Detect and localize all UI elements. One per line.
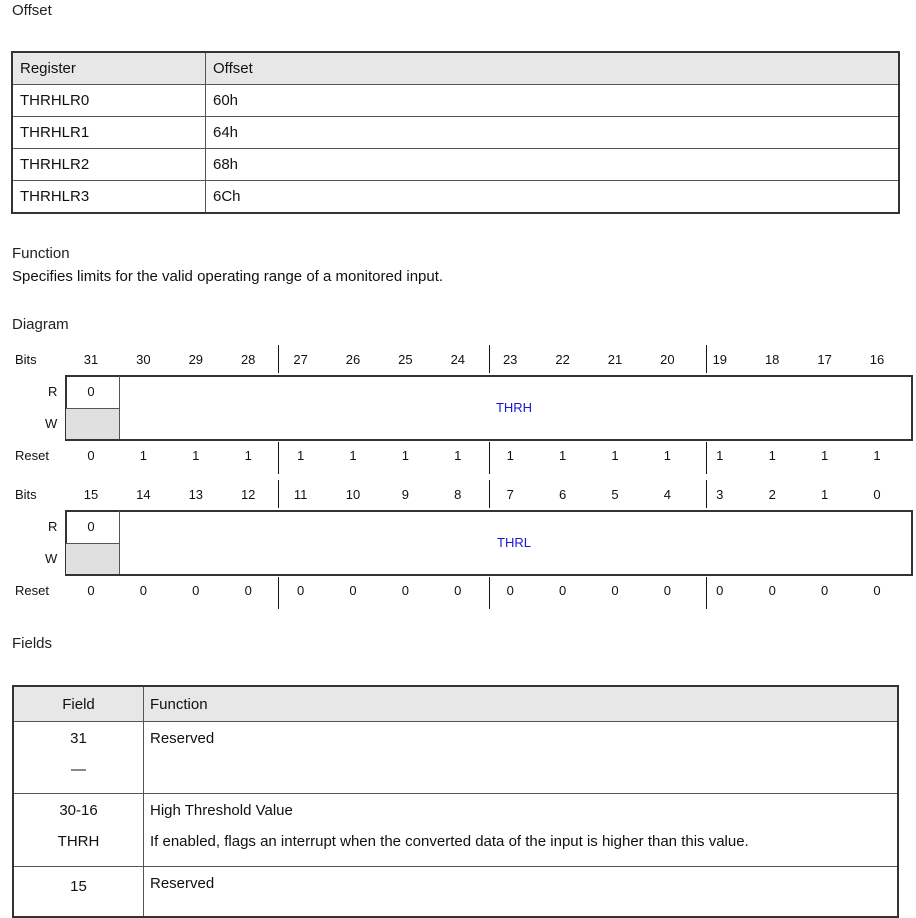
reset-value: 0: [244, 583, 252, 598]
bit-number: 3: [716, 487, 724, 502]
register-cell: THRHLR1: [12, 117, 206, 149]
fields-table-header: [13, 686, 898, 722]
diagram-heading: Diagram: [12, 316, 69, 333]
nibble-divider: [706, 442, 707, 474]
reset-value: 1: [244, 448, 252, 463]
reserved-write-cell: [66, 408, 120, 439]
field-description: If enabled, flags an interrupt when the converted data of the input is higher than this value.: [150, 833, 749, 850]
reset-value: 1: [663, 448, 672, 463]
reserved-read-value: 0: [87, 519, 95, 534]
bit-number: 31: [83, 352, 99, 367]
field-name: THRH: [57, 833, 100, 850]
fields-table: [12, 685, 899, 918]
offset-column-header: Offset: [206, 52, 900, 85]
bit-number: 16: [869, 352, 885, 367]
field-title: Reserved: [150, 730, 215, 747]
table-row: [12, 181, 899, 214]
offset-cell: 68h: [206, 149, 900, 181]
function-column-header: Function: [144, 686, 899, 722]
function-cell: [144, 722, 899, 794]
bit-number: 5: [611, 487, 619, 502]
bit-number: 2: [768, 487, 776, 502]
bit-number: 25: [398, 352, 413, 367]
reset-value: 1: [611, 448, 619, 463]
table-row: [13, 794, 898, 867]
reset-value: 0: [663, 583, 672, 598]
register-column-header: Register: [12, 52, 206, 85]
reset-value: 1: [192, 448, 200, 463]
reset-value: 0: [87, 448, 95, 463]
register-cell: THRHLR3: [12, 181, 206, 214]
reserved-write-cell: [66, 543, 120, 574]
reset-value: 1: [401, 448, 410, 463]
nibble-divider: [278, 442, 279, 474]
bit-number: 24: [450, 352, 466, 367]
reset-value: 1: [296, 448, 305, 463]
nibble-divider: [706, 345, 707, 373]
function-description: Specifies limits for the valid operating range of a monitored input.: [12, 268, 444, 285]
nibble-divider: [489, 345, 490, 373]
reset-value: 0: [349, 583, 357, 598]
upper-register-box: [65, 375, 913, 441]
register-cell: THRHLR0: [12, 85, 206, 117]
bit-number: 11: [293, 487, 308, 502]
reset-value: 1: [716, 448, 724, 463]
table-row: [13, 867, 898, 917]
offset-heading: Offset: [12, 2, 52, 19]
nibble-divider: [278, 345, 279, 373]
offset-cell: 6Ch: [206, 181, 900, 214]
nibble-divider: [489, 480, 490, 508]
nibble-divider: [489, 442, 490, 474]
field-bits: 15: [70, 878, 87, 895]
reset-label: Reset: [15, 583, 49, 598]
bit-number: 19: [712, 352, 728, 367]
reset-value: 0: [139, 583, 148, 598]
reset-value: 0: [506, 583, 514, 598]
reset-value: 0: [611, 583, 619, 598]
reset-value: 0: [401, 583, 410, 598]
lower-register-box: [65, 510, 913, 576]
reset-value: 1: [873, 448, 881, 463]
reset-value: 1: [820, 448, 829, 463]
nibble-divider: [278, 480, 279, 508]
bit-number: 26: [345, 352, 361, 367]
reset-value: 0: [873, 583, 881, 598]
reset-value: 1: [349, 448, 357, 463]
reset-value: 0: [192, 583, 200, 598]
bit-number: 29: [188, 352, 204, 367]
field-column-header: Field: [13, 686, 144, 722]
offset-table-header: [12, 52, 899, 85]
table-row: [12, 117, 899, 149]
offset-cell: 64h: [206, 117, 900, 149]
function-heading: Function: [12, 245, 70, 262]
bit-number: 23: [502, 352, 518, 367]
bit-number: 10: [345, 487, 361, 502]
field-title: High Threshold Value: [150, 802, 293, 819]
nibble-divider: [489, 577, 490, 609]
reset-value: 0: [87, 583, 95, 598]
reset-value: 0: [296, 583, 305, 598]
function-cell: [144, 867, 899, 917]
field-cell: [13, 722, 144, 794]
field-bits: 31: [70, 730, 87, 747]
bit-number: 0: [873, 487, 881, 502]
bit-number: 4: [663, 487, 672, 502]
reserved-read-value: 0: [87, 384, 95, 399]
function-cell: [144, 794, 899, 867]
reset-value: 1: [139, 448, 148, 463]
bits-label: Bits: [15, 352, 37, 367]
table-row: [12, 149, 899, 181]
nibble-divider: [278, 577, 279, 609]
bit-number: 8: [454, 487, 462, 502]
bit-number: 20: [660, 352, 675, 367]
offset-cell: 60h: [206, 85, 900, 117]
field-cell: [13, 794, 144, 867]
field-bits: 30-16: [59, 802, 98, 819]
bit-number: 28: [240, 352, 256, 367]
bit-number: 14: [136, 487, 151, 502]
bit-number: 9: [401, 487, 410, 502]
write-label: W: [45, 551, 58, 566]
bit-number: 1: [820, 487, 829, 502]
fields-heading: Fields: [12, 635, 53, 652]
thrl-field: THRL: [497, 535, 531, 550]
reset-value: 0: [768, 583, 776, 598]
bit-number: 18: [764, 352, 780, 367]
reset-value: 0: [558, 583, 567, 598]
reset-value: 1: [768, 448, 776, 463]
reset-value: 1: [558, 448, 567, 463]
nibble-divider: [706, 480, 707, 508]
bit-number: 13: [188, 487, 204, 502]
field-name: —: [71, 761, 86, 778]
table-row: [13, 722, 898, 794]
bit-number: 21: [607, 352, 623, 367]
reset-value: 0: [454, 583, 462, 598]
bit-number: 15: [83, 487, 99, 502]
reset-value: 1: [454, 448, 462, 463]
register-cell: THRHLR2: [12, 149, 206, 181]
bit-number: 6: [558, 487, 567, 502]
thrh-field: THRH: [495, 400, 533, 415]
reset-value: 0: [716, 583, 724, 598]
bits-label: Bits: [15, 487, 37, 502]
bit-number: 27: [293, 352, 308, 367]
bit-number: 12: [240, 487, 256, 502]
bit-number: 17: [817, 352, 832, 367]
reset-label: Reset: [15, 448, 49, 463]
bit-number: 30: [136, 352, 151, 367]
table-row: [12, 85, 899, 117]
read-label: R: [48, 384, 58, 399]
offset-table: [11, 51, 900, 214]
reset-value: 1: [506, 448, 514, 463]
register-diagram: [0, 340, 916, 615]
bit-number: 22: [555, 352, 570, 367]
field-title: Reserved: [150, 875, 215, 892]
reset-value: 0: [820, 583, 829, 598]
read-label: R: [48, 519, 58, 534]
field-cell: [13, 867, 144, 917]
bit-number: 7: [506, 487, 514, 502]
write-label: W: [45, 416, 58, 431]
nibble-divider: [706, 577, 707, 609]
